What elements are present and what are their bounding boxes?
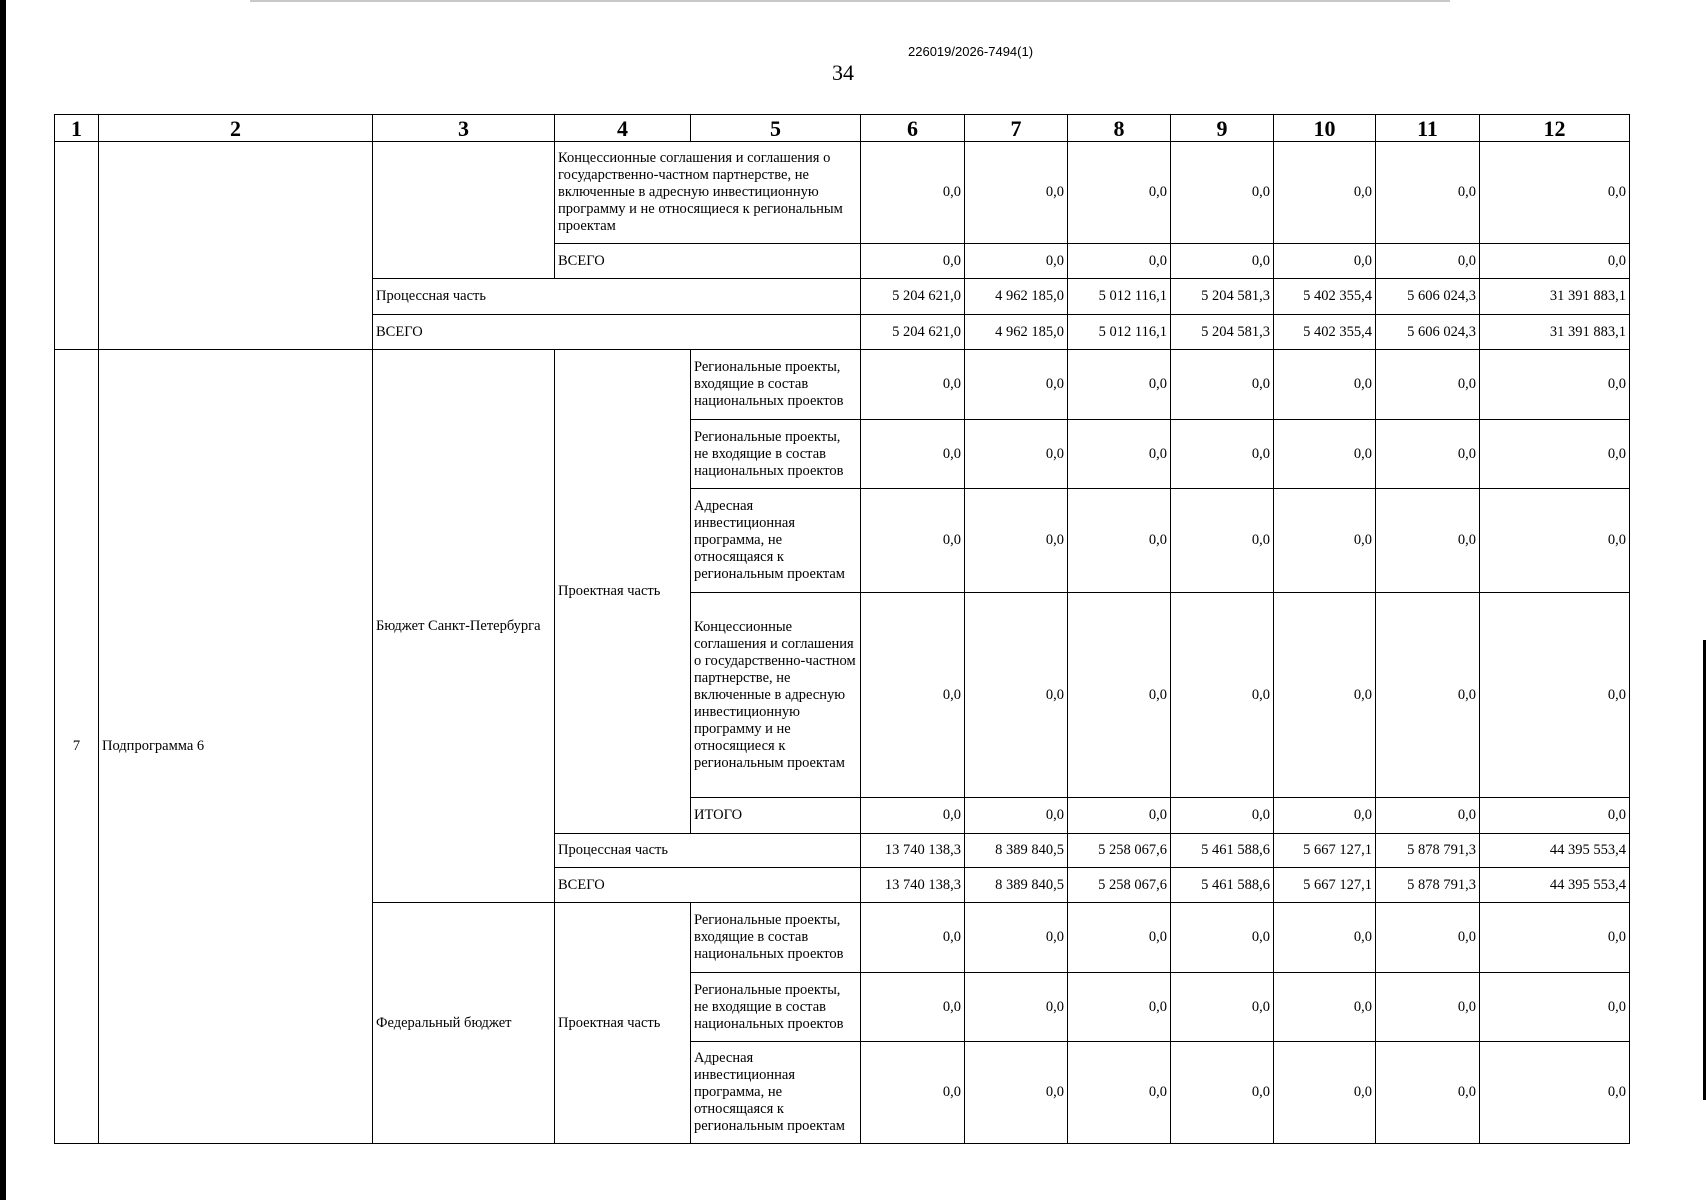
funding-source-cell: Бюджет Санкт-Петербурга (373, 350, 555, 903)
column-header: 5 (691, 115, 861, 142)
value-cell: 0,0 (1171, 1042, 1274, 1144)
value-cell: 8 389 840,5 (965, 868, 1068, 903)
row-label: Концессионные соглашения и соглашения о государственно-частном партнерстве, не включенные в адресную инвестиционную программу и не относящиеся к региональным проектам (691, 593, 861, 798)
value-cell: 0,0 (965, 142, 1068, 244)
value-cell: 0,0 (1480, 350, 1630, 420)
value-cell: 0,0 (1480, 142, 1630, 244)
value-cell: 0,0 (1274, 142, 1376, 244)
value-cell: 0,0 (1274, 903, 1376, 973)
value-cell: 0,0 (965, 489, 1068, 593)
value-cell: 5 461 588,6 (1171, 868, 1274, 903)
value-cell: 0,0 (1480, 798, 1630, 834)
scan-artifact-line (250, 0, 1450, 2)
project-part-cell: Проектная часть (555, 350, 691, 834)
value-cell: 0,0 (1376, 350, 1480, 420)
row-label: ВСЕГО (373, 315, 861, 350)
value-cell: 0,0 (1480, 420, 1630, 489)
value-cell: 13 740 138,3 (861, 834, 965, 868)
row-label: Адресная инвестиционная программа, не относящаяся к региональным проектам (691, 1042, 861, 1144)
value-cell: 5 402 355,4 (1274, 315, 1376, 350)
value-cell: 5 667 127,1 (1274, 834, 1376, 868)
value-cell: 0,0 (1480, 244, 1630, 279)
value-cell: 0,0 (861, 350, 965, 420)
value-cell: 0,0 (1274, 244, 1376, 279)
value-cell: 0,0 (965, 903, 1068, 973)
column-number-row (55, 115, 1630, 142)
value-cell: 5 012 116,1 (1068, 279, 1171, 315)
value-cell: 0,0 (1274, 593, 1376, 798)
value-cell: 0,0 (1480, 489, 1630, 593)
value-cell: 0,0 (861, 593, 965, 798)
row-label: Региональные проекты, не входящие в состав национальных проектов (691, 420, 861, 489)
value-cell: 0,0 (861, 489, 965, 593)
value-cell: 31 391 883,1 (1480, 279, 1630, 315)
value-cell: 0,0 (965, 1042, 1068, 1144)
document-id: 226019/2026-7494(1) (908, 44, 1034, 59)
column-header: 2 (99, 115, 373, 142)
value-cell: 0,0 (1171, 798, 1274, 834)
funding-source-cell: Федеральный бюджет (373, 903, 555, 1144)
value-cell: 5 878 791,3 (1376, 834, 1480, 868)
value-cell: 0,0 (861, 420, 965, 489)
value-cell: 5 012 116,1 (1068, 315, 1171, 350)
value-cell: 0,0 (1068, 1042, 1171, 1144)
value-cell: 5 402 355,4 (1274, 279, 1376, 315)
value-cell: 5 461 588,6 (1171, 834, 1274, 868)
column-header: 12 (1480, 115, 1630, 142)
value-cell: 0,0 (1376, 1042, 1480, 1144)
value-cell: 5 204 621,0 (861, 279, 965, 315)
value-cell: 0,0 (861, 903, 965, 973)
value-cell: 0,0 (1068, 420, 1171, 489)
value-cell: 0,0 (1376, 593, 1480, 798)
value-cell: 0,0 (1376, 142, 1480, 244)
value-cell: 0,0 (1171, 489, 1274, 593)
value-cell: 13 740 138,3 (861, 868, 965, 903)
column-header: 6 (861, 115, 965, 142)
row-label: Процессная часть (373, 279, 861, 315)
value-cell: 5 667 127,1 (1274, 868, 1376, 903)
value-cell: 0,0 (1480, 903, 1630, 973)
value-cell: 0,0 (965, 798, 1068, 834)
value-cell: 0,0 (1171, 903, 1274, 973)
row-number-cell (55, 142, 99, 350)
value-cell: 31 391 883,1 (1480, 315, 1630, 350)
value-cell: 0,0 (1171, 350, 1274, 420)
value-cell: 5 204 581,3 (1171, 315, 1274, 350)
value-cell: 0,0 (861, 142, 965, 244)
value-cell: 0,0 (1068, 350, 1171, 420)
column-header: 3 (373, 115, 555, 142)
row-label: ВСЕГО (555, 868, 861, 903)
value-cell: 8 389 840,5 (965, 834, 1068, 868)
value-cell: 0,0 (965, 593, 1068, 798)
value-cell: 4 962 185,0 (965, 279, 1068, 315)
value-cell: 0,0 (861, 244, 965, 279)
value-cell: 0,0 (1171, 244, 1274, 279)
scan-border-left (0, 0, 6, 1200)
value-cell: 5 258 067,6 (1068, 868, 1171, 903)
value-cell: 0,0 (1274, 489, 1376, 593)
value-cell: 0,0 (1068, 593, 1171, 798)
value-cell: 0,0 (1171, 973, 1274, 1042)
table-row (55, 350, 1630, 420)
column-header: 4 (555, 115, 691, 142)
value-cell: 0,0 (1376, 420, 1480, 489)
value-cell: 0,0 (1480, 593, 1630, 798)
value-cell: 0,0 (965, 350, 1068, 420)
column-header: 9 (1171, 115, 1274, 142)
row-label: Концессионные соглашения и соглашения о государственно-частном партнерстве, не включенные в адресную инвестиционную программу и не относящиеся к региональным проектам (555, 142, 861, 244)
value-cell: 5 606 024,3 (1376, 279, 1480, 315)
value-cell: 5 878 791,3 (1376, 868, 1480, 903)
value-cell: 0,0 (965, 973, 1068, 1042)
value-cell: 0,0 (861, 1042, 965, 1144)
column-header: 11 (1376, 115, 1480, 142)
program-name-cell (99, 142, 373, 350)
table-row (55, 142, 1630, 244)
row-label: Региональные проекты, входящие в состав национальных проектов (691, 350, 861, 420)
row-label: Региональные проекты, не входящие в состав национальных проектов (691, 973, 861, 1042)
value-cell: 0,0 (1376, 903, 1480, 973)
value-cell: 5 204 621,0 (861, 315, 965, 350)
value-cell: 0,0 (1274, 1042, 1376, 1144)
value-cell: 5 204 581,3 (1171, 279, 1274, 315)
value-cell: 5 606 024,3 (1376, 315, 1480, 350)
column-header: 1 (55, 115, 99, 142)
value-cell: 5 258 067,6 (1068, 834, 1171, 868)
value-cell: 0,0 (1274, 420, 1376, 489)
value-cell: 0,0 (965, 420, 1068, 489)
value-cell: 0,0 (1068, 798, 1171, 834)
column-header: 10 (1274, 115, 1376, 142)
value-cell: 0,0 (965, 244, 1068, 279)
row-number-cell: 7 (55, 350, 99, 1144)
value-cell: 0,0 (1171, 420, 1274, 489)
project-part-cell: Проектная часть (555, 903, 691, 1144)
value-cell: 0,0 (1068, 142, 1171, 244)
value-cell: 4 962 185,0 (965, 315, 1068, 350)
value-cell: 0,0 (1480, 1042, 1630, 1144)
value-cell: 0,0 (1274, 973, 1376, 1042)
value-cell: 44 395 553,4 (1480, 834, 1630, 868)
source-cell (373, 142, 555, 279)
value-cell: 44 395 553,4 (1480, 868, 1630, 903)
value-cell: 0,0 (1171, 593, 1274, 798)
value-cell: 0,0 (1068, 244, 1171, 279)
value-cell: 0,0 (1274, 350, 1376, 420)
value-cell: 0,0 (1171, 142, 1274, 244)
row-label: Процессная часть (555, 834, 861, 868)
value-cell: 0,0 (1068, 489, 1171, 593)
value-cell: 0,0 (1376, 973, 1480, 1042)
value-cell: 0,0 (1376, 244, 1480, 279)
value-cell: 0,0 (1068, 973, 1171, 1042)
subprogram-name-cell: Подпрограмма 6 (99, 350, 373, 1144)
column-header: 8 (1068, 115, 1171, 142)
row-label: Адресная инвестиционная программа, не относящаяся к региональным проектам (691, 489, 861, 593)
row-label: ВСЕГО (555, 244, 861, 279)
value-cell: 0,0 (1480, 973, 1630, 1042)
row-label: Региональные проекты, входящие в состав национальных проектов (691, 903, 861, 973)
page-number: 34 (832, 60, 854, 85)
value-cell: 0,0 (861, 798, 965, 834)
value-cell: 0,0 (1274, 798, 1376, 834)
budget-table (54, 114, 1630, 1144)
column-header: 7 (965, 115, 1068, 142)
row-label: ИТОГО (691, 798, 861, 834)
value-cell: 0,0 (1376, 489, 1480, 593)
value-cell: 0,0 (1376, 798, 1480, 834)
value-cell: 0,0 (861, 973, 965, 1042)
value-cell: 0,0 (1068, 903, 1171, 973)
